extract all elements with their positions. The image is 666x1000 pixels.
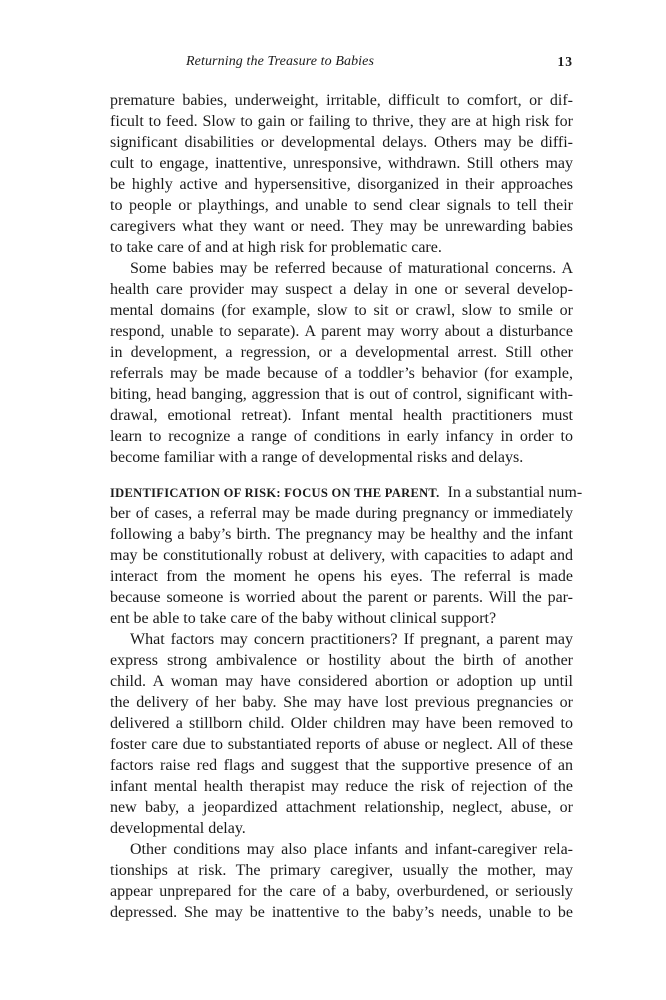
text-line: depressed. She may be inattentive to the baby’s needs, unable to be (110, 904, 573, 921)
text-line: child. A woman may have considered abortion or adoption up until (110, 673, 573, 690)
text-line: significant disabilities or developmental delays. Others may be diffi- (110, 134, 573, 151)
text-line: learn to recognize a range of conditions in early infancy in order to (110, 428, 573, 445)
text-line: delivered a stillborn child. Older children may have been removed to (110, 715, 573, 732)
text-line: in development, a regression, or a developmental arrest. Still other (110, 344, 573, 361)
text-span: In a substantial num- (447, 484, 583, 501)
text-line: become familiar with a range of developmental risks and delays. (110, 449, 524, 466)
text-line: foster care due to substantiated reports of abuse or neglect. All of these (110, 736, 573, 753)
text-line: following a baby’s birth. The pregnancy may be healthy and the infant (110, 526, 573, 543)
text-line: premature babies, underweight, irritable, difficult to comfort, or dif- (110, 92, 573, 109)
text-line: factors raise red flags and suggest that the supportive presence of an (110, 757, 573, 774)
text-line: to take care of and at high risk for problematic care. (110, 239, 442, 256)
text-line: health care provider may suspect a delay in one or several develop- (110, 281, 573, 298)
running-head-title: Returning the Treasure to Babies (186, 54, 375, 69)
page-number: 13 (557, 54, 573, 69)
text-line: cult to engage, inattentive, unresponsive, withdrawn. Still others may (110, 155, 573, 172)
text-line: new baby, a jeopardized attachment relationship, neglect, abuse, or (110, 799, 573, 816)
text-line: biting, head banging, aggression that is out of control, significant with- (110, 386, 573, 403)
text-line: referrals may be made because of a toddler’s behavior (for example, (110, 365, 573, 382)
text-line: may be constitutionally robust at delivery, with capacities to adapt and (110, 547, 573, 564)
text-line: Other conditions may also place infants and infant-caregiver rela- (130, 841, 573, 858)
text-line: respond, unable to separate). A parent may worry about a disturbance (110, 323, 573, 340)
run-in-heading: IDENTIFICATION OF RISK: FOCUS ON THE PARENT. (110, 486, 440, 500)
paragraph (110, 90, 573, 258)
text-line: Some babies may be referred because of maturational concerns. A (130, 260, 573, 277)
text-line: caregivers what they want or need. They may be unrewarding babies (110, 218, 573, 235)
text-line: ber of cases, a referral may be made during pregnancy or immediately (110, 505, 573, 522)
paragraph (110, 482, 583, 629)
text-line: appear unprepared for the care of a baby, overburdened, or seriously (110, 883, 573, 900)
text-line (110, 482, 583, 503)
body-text (110, 90, 583, 923)
paragraph (110, 839, 573, 923)
text-line: What factors may concern practitioners? If pregnant, a parent may (130, 631, 573, 648)
text-line: interact from the moment he opens his eyes. The referral is made (110, 568, 573, 585)
paragraph (110, 629, 573, 839)
text-line: because someone is worried about the parent or parents. Will the par- (110, 589, 573, 606)
text-line: be highly active and hypersensitive, disorganized in their approaches (110, 176, 573, 193)
text-line: to people or playthings, and unable to send clear signals to tell their (110, 197, 573, 214)
text-line: ent be able to take care of the baby without clinical support? (110, 610, 497, 627)
text-line: the delivery of her baby. She may have lost previous pregnancies or (110, 694, 573, 711)
text-line: drawal, emotional retreat). Infant mental health practitioners must (110, 407, 573, 424)
text-line: tionships at risk. The primary caregiver, usually the mother, may (110, 862, 573, 879)
text-line: mental domains (for example, slow to sit or crawl, slow to smile or (110, 302, 573, 319)
running-head (110, 54, 573, 74)
text-line: infant mental health therapist may reduce the risk of rejection of the (110, 778, 573, 795)
text-line: express strong ambivalence or hostility about the birth of another (110, 652, 573, 669)
text-line: developmental delay. (110, 820, 246, 837)
text-line: ficult to feed. Slow to gain or failing to thrive, they are at high risk for (110, 113, 573, 130)
section-gap (110, 468, 573, 482)
paragraph (110, 258, 573, 468)
